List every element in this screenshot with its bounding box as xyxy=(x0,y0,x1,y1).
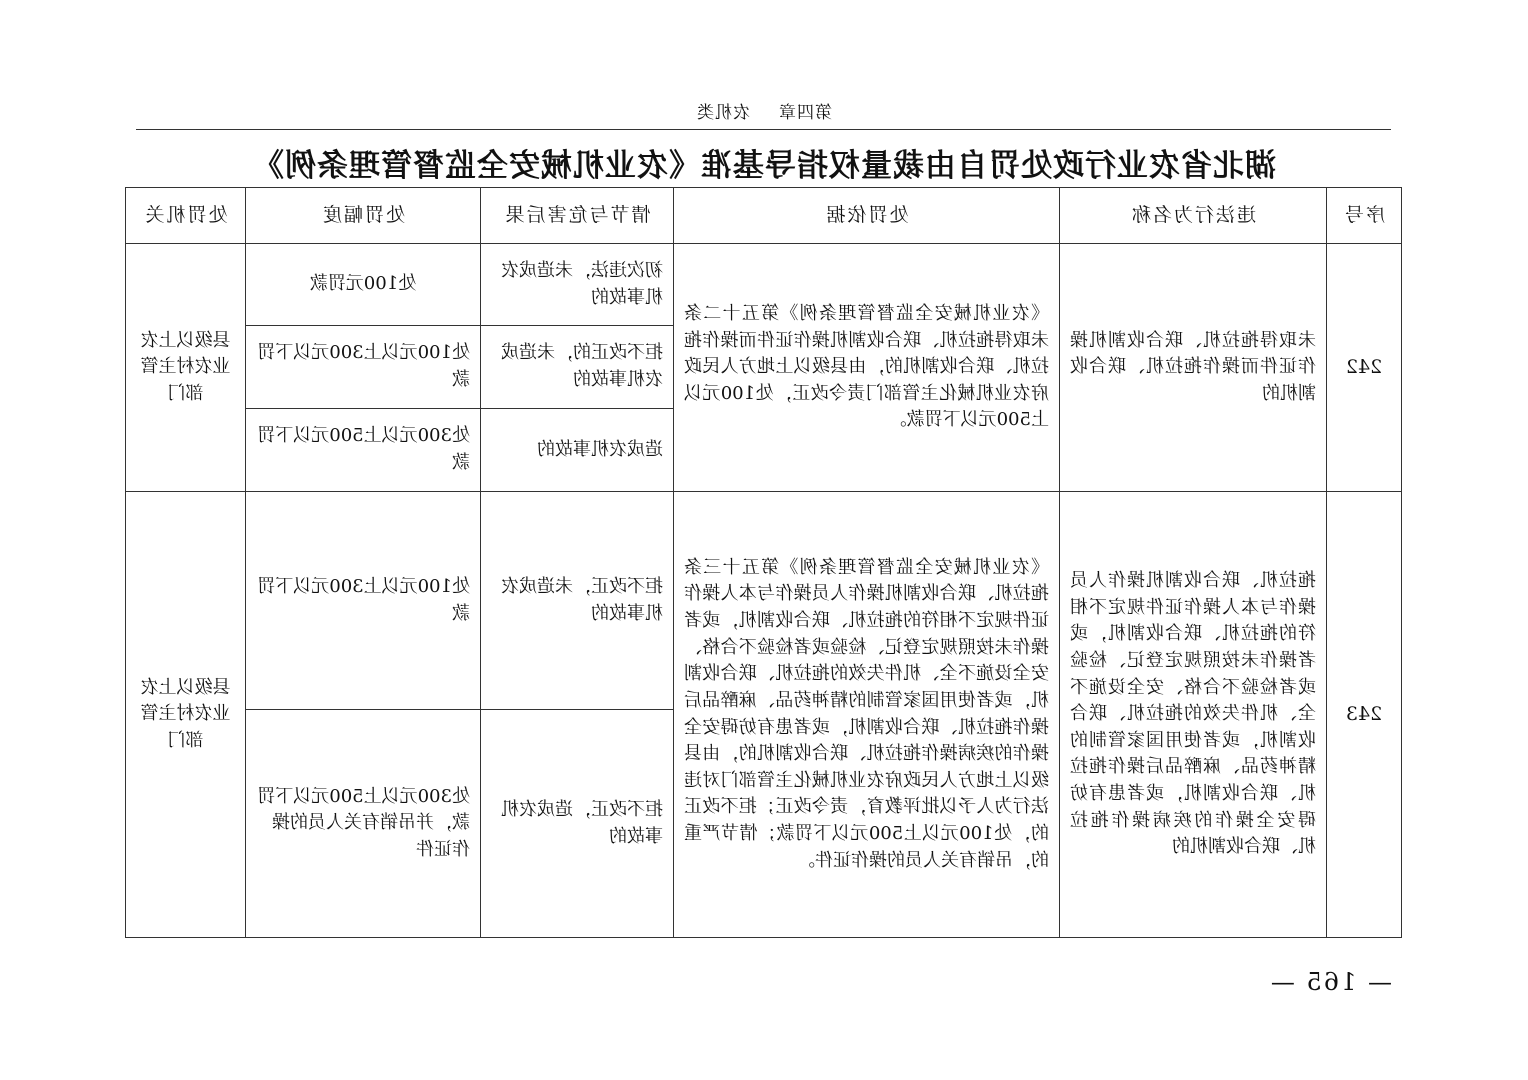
column-header-basis: 处罚依据 xyxy=(674,188,1060,244)
header-category: 农机类 xyxy=(696,103,750,123)
violation-name-cell: 拖拉机、联合收割机操作人员操作与本人操作证件规定不相符的拖拉机、联合收割机，或者操作未按照规定登记、检验或者检验不合格、安全设施不全、机件失效的拖拉机、联合收割机，或者使用国家管制的精神药品、麻醉品后操作拖拉机、联合收割机，或者患有妨碍安全操作的疾病操作拖拉机、联合收割机的 xyxy=(1060,492,1327,938)
circumstance-cell: 拒不改正，未造成农机事故的 xyxy=(481,492,674,710)
circumstance-cell: 初次违法，未造成农机事故的 xyxy=(481,244,674,326)
circumstance-cell: 拒不改正，造成农机事故的 xyxy=(481,710,674,938)
range-cell: 处300元以上500元以下罚款，并吊销有关人员的操作证件 xyxy=(246,710,481,938)
page-title: 湖北省农业行政处罚自由裁量权指导基准《农业机械安全监督管理条例》 xyxy=(252,148,1276,184)
column-header-range: 处罚幅度 xyxy=(246,188,481,244)
basis-cell: 《农业机械安全监督管理条例》第五十二条 未取得拖拉机、联合收割机操作证件而操作拖拉机、联合收割机的，由县级以上地方人民政府农业机械化主管部门责令改正，处100元以上500元以下罚款。 xyxy=(674,244,1060,492)
authority-cell: 县级以上农业农村主管部门 xyxy=(126,492,246,938)
table-header-row xyxy=(126,188,1402,244)
range-cell: 处300元以上500元以下罚款 xyxy=(246,409,481,492)
range-cell: 处100元以上300元以下罚款 xyxy=(246,326,481,409)
header-chapter: 第四章 xyxy=(778,103,832,123)
authority-cell: 县级以上农业农村主管部门 xyxy=(126,244,246,492)
penalty-table xyxy=(125,187,1402,938)
header-rule xyxy=(136,129,1391,130)
circumstance-cell: 造成农机事故的 xyxy=(481,409,674,492)
column-header-authority: 处罚机关 xyxy=(126,188,246,244)
column-header-seq: 序号 xyxy=(1327,188,1402,244)
range-cell: 处100元罚款 xyxy=(246,244,481,326)
basis-cell: 《农业机械安全监督管理条例》第五十三条 拖拉机、联合收割机操作人员操作与本人操作证件规定不相符的拖拉机、联合收割机，或者操作未按照规定登记、检验或者检验不合格、安全设施不全、机件失效的拖拉机、联合收割机，或者使用国家管制的精神药品、麻醉品后操作拖拉机、联合收割机，或者患有妨碍安全操作的疾病操作拖拉机、联合收割机的，由县级以上地方人民政府农业机械化主管部门对违法行为人予以批评教育，责令改正；拒不改正的，处100元以上500元以下罚款；情节严重的，吊销有关人员的操作证件。 xyxy=(674,492,1060,938)
table-row xyxy=(126,244,1402,326)
running-header xyxy=(0,98,1528,123)
seq-cell: 243 xyxy=(1327,492,1402,938)
seq-cell: 242 xyxy=(1327,244,1402,492)
page-number: — 165 — xyxy=(1268,968,1392,996)
circumstance-cell: 拒不改正的，未造成农机事故的 xyxy=(481,326,674,409)
column-header-circumstance: 情节与危害后果 xyxy=(481,188,674,244)
column-header-name: 违法行为名称 xyxy=(1060,188,1327,244)
violation-name-cell: 未取得拖拉机、联合收割机操作证件而操作拖拉机、联合收割机的 xyxy=(1060,244,1327,492)
range-cell: 处100元以上300元以下罚款 xyxy=(246,492,481,710)
table-row xyxy=(126,492,1402,710)
